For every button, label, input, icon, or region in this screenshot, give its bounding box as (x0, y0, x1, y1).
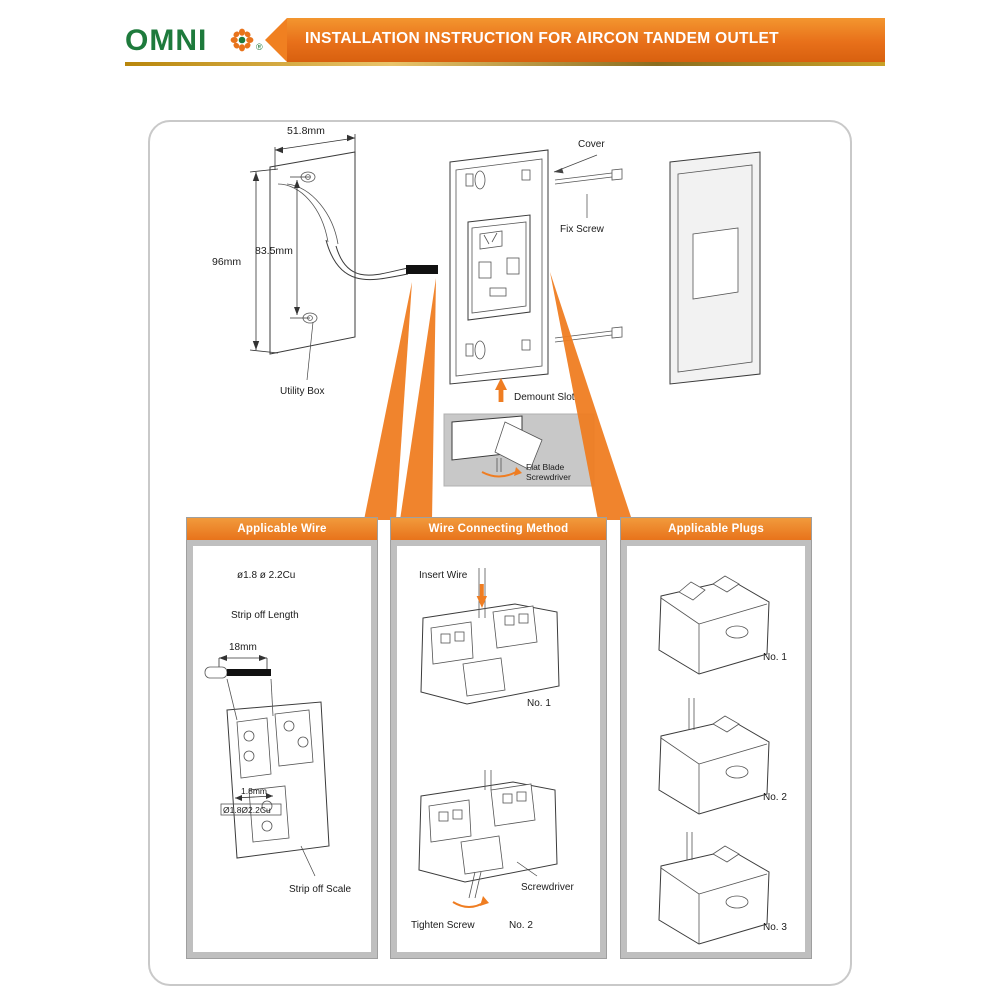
panel-applicable-plugs-header (621, 518, 811, 540)
dim-width-label: 51.8mm (287, 125, 325, 137)
tighten-screw-label: Tighten Screw (411, 920, 475, 931)
dim-inner-label: 83.5mm (255, 245, 293, 257)
screwdriver-label-1: Flat Blade (526, 462, 565, 472)
fix-screws-drawing (555, 169, 622, 342)
dimension-width (275, 125, 355, 170)
screwdriver-label: Screwdriver (521, 882, 574, 893)
dim-height-label: 96mm (212, 256, 242, 268)
assembly-diagram (150, 122, 850, 522)
fix-screw-label: Fix Screw (560, 224, 604, 235)
page-header (125, 18, 885, 62)
wire-drawing (326, 240, 438, 280)
brand-name: OMNI (125, 24, 208, 57)
step1-module-drawing (421, 568, 559, 709)
strip-off-scale-callout (289, 846, 352, 895)
strip-off-scale-label: Strip off Scale (289, 884, 352, 895)
strip-off-length-label: Strip off Length (231, 610, 299, 621)
wire-sample-drawing (205, 667, 271, 678)
plug-1-drawing (659, 576, 787, 674)
panel-wire-connecting-title: Wire Connecting Method (428, 523, 569, 535)
panel-applicable-wire-body (193, 546, 371, 952)
outlet-body-drawing (450, 150, 548, 384)
utility-box-label: Utility Box (280, 386, 325, 397)
panel-wire-connecting-header (391, 518, 606, 540)
panel-applicable-plugs (620, 517, 812, 959)
cover-callout (554, 139, 605, 173)
step2-label: No. 2 (509, 920, 533, 931)
terminal-block-drawing (221, 679, 329, 858)
panel-applicable-wire-title: Applicable Wire (237, 523, 327, 535)
panel-applicable-wire-header (187, 518, 377, 540)
strip-dimension (219, 642, 267, 672)
title-banner (287, 18, 885, 62)
dimension-height (212, 169, 278, 353)
plug-1-label: No. 1 (763, 652, 787, 663)
demount-slot-label: Demount Slot (514, 392, 575, 403)
page-title: INSTALLATION INSTRUCTION FOR AIRCON TANDEM OUTLET (305, 30, 779, 47)
demount-slot-callout (495, 378, 575, 403)
dimension-inner-height (255, 177, 310, 318)
strip-length-label: 18mm (229, 642, 257, 653)
panel-applicable-plugs-title: Applicable Plugs (668, 523, 764, 535)
panel-wire-connecting-body (397, 546, 600, 952)
plug-2-label: No. 2 (763, 792, 787, 803)
brand-logo (125, 22, 280, 60)
step1-label: No. 1 (527, 698, 551, 709)
cover-plate-drawing (670, 152, 760, 384)
panel-applicable-plugs-body (627, 546, 805, 952)
flower-icon (230, 28, 254, 52)
gauge-spec-label: Ø1.8Ø2.2Cu (223, 805, 271, 815)
step2-module-drawing (411, 770, 574, 931)
registered-mark: ® (256, 42, 263, 52)
plug-2-drawing (659, 698, 787, 814)
header-divider (125, 62, 885, 66)
cover-label: Cover (578, 139, 605, 150)
panel-applicable-wire (186, 517, 378, 959)
plug-3-label: No. 3 (763, 922, 787, 933)
insert-wire-label: Insert Wire (419, 570, 468, 581)
screwdriver-label-2: Screwdriver (526, 472, 571, 482)
wire-spec-label: ø1.8 ø 2.2Cu (237, 570, 296, 581)
plug-3-drawing (659, 832, 787, 944)
demount-detail-drawing (444, 414, 594, 486)
content-sheet (148, 120, 852, 986)
utility-box-callout (280, 322, 324, 397)
gauge-small-label: 1.8mm (241, 786, 267, 796)
panel-wire-connecting (390, 517, 607, 959)
